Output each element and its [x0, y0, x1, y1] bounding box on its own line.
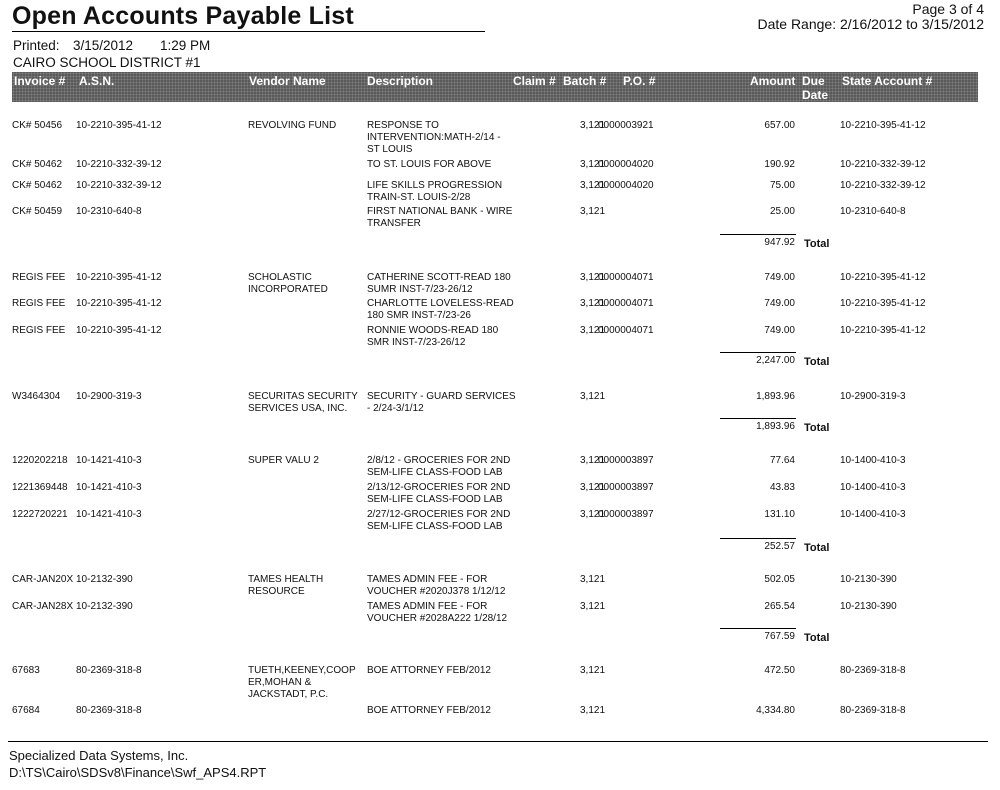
page-number: Page 3 of 4: [912, 1, 984, 17]
amount-value: 749.00: [764, 325, 795, 336]
state-account: 10-2210-332-39-12: [840, 180, 926, 191]
amount-value: 75.00: [769, 180, 795, 191]
group-total-amount: 947.92: [764, 237, 795, 248]
description-line: TO ST. LOUIS FOR ABOVE: [367, 159, 492, 170]
batch-number: 3,121: [580, 509, 606, 520]
description-line: TAMES ADMIN FEE - FOR: [367, 601, 488, 612]
description-line: CHARLOTTE LOVELESS-READ: [367, 298, 514, 309]
invoice-number: CK# 50456: [12, 120, 63, 131]
description-line: VOUCHER #2020J378 1/12/12: [367, 586, 506, 597]
description-line: LIFE SKILLS PROGRESSION: [367, 180, 503, 191]
col-amount: Amount: [750, 74, 796, 88]
asn-account: 10-2210-395-41-12: [76, 325, 162, 336]
batch-number: 3,121: [580, 455, 606, 466]
invoice-number: 67683: [12, 665, 40, 676]
batch-number: 3,121: [580, 206, 606, 217]
description-line: TRANSFER: [367, 218, 421, 229]
col-description: Description: [367, 74, 434, 88]
amount-value: 502.05: [764, 574, 795, 585]
title-underline: [12, 31, 485, 32]
invoice-number: CAR-JAN28X: [12, 601, 74, 612]
asn-account: 10-2310-640-8: [76, 206, 142, 217]
group-total-label: Total: [804, 542, 830, 554]
batch-number: 3,121: [580, 391, 606, 402]
printed-date: 3/15/2012: [73, 38, 134, 53]
invoice-number: CK# 50462: [12, 180, 63, 191]
printed-line: [13, 38, 210, 53]
state-account: 10-2900-319-3: [840, 391, 906, 402]
state-account: 10-2310-640-8: [840, 206, 906, 217]
state-account: 10-1400-410-3: [840, 482, 906, 493]
description-line: SEM-LIFE CLASS-FOOD LAB: [367, 521, 503, 532]
po-number: 0000003897: [598, 482, 654, 493]
vendor-name-line: SUPER VALU 2: [248, 455, 319, 466]
asn-account: 10-2210-395-41-12: [76, 120, 162, 131]
col-claim: Claim #: [513, 74, 556, 88]
total-rule: [720, 538, 796, 539]
amount-value: 43.83: [769, 482, 795, 493]
state-account: 10-2130-390: [840, 574, 897, 585]
vendor-name-line: RESOURCE: [248, 586, 305, 597]
state-account: 10-2210-395-41-12: [840, 272, 926, 283]
invoice-number: REGIS FEE: [12, 298, 66, 309]
col-invoice: Invoice #: [14, 74, 66, 88]
col-batch: Batch #: [563, 74, 607, 88]
invoice-number: 1220202218: [12, 455, 68, 466]
batch-number: 3,121: [580, 298, 606, 309]
description-line: ST LOUIS: [367, 144, 413, 155]
invoice-number: 67684: [12, 705, 40, 716]
batch-number: 3,121: [580, 482, 606, 493]
amount-value: 131.10: [764, 509, 795, 520]
state-account: 80-2369-318-8: [840, 705, 906, 716]
total-rule: [720, 234, 796, 235]
description-line: TRAIN-ST. LOUIS-2/28: [367, 192, 471, 203]
group-total-label: Total: [804, 422, 830, 434]
description-line: 2/27/12-GROCERIES FOR 2ND: [367, 509, 511, 520]
description-line: RESPONSE TO: [367, 120, 439, 131]
page-info: [757, 2, 984, 32]
group-total-amount: 252.57: [764, 541, 795, 552]
state-account: 80-2369-318-8: [840, 665, 906, 676]
total-rule: [720, 352, 796, 353]
po-number: 0000004020: [598, 180, 654, 191]
col-state-account: State Account #: [842, 74, 933, 88]
amount-value: 25.00: [769, 206, 795, 217]
state-account: 10-1400-410-3: [840, 455, 906, 466]
col-due-date: [802, 74, 828, 102]
state-account: 10-2210-395-41-12: [840, 298, 926, 309]
amount-value: 749.00: [764, 298, 795, 309]
description-line: FIRST NATIONAL BANK - WIRE: [367, 206, 513, 217]
district-name: CAIRO SCHOOL DISTRICT #1: [13, 55, 201, 70]
description-line: VOUCHER #2028A222 1/28/12: [367, 613, 508, 624]
vendor-name-line: INCORPORATED: [248, 284, 328, 295]
footer-company: Specialized Data Systems, Inc.: [9, 748, 189, 763]
description-line: CATHERINE SCOTT-READ 180: [367, 272, 511, 283]
asn-account: 10-1421-410-3: [76, 482, 142, 493]
col-po: P.O. #: [623, 74, 656, 88]
vendor-name-line: REVOLVING FUND: [248, 120, 337, 131]
asn-account: 10-1421-410-3: [76, 455, 142, 466]
state-account: 10-2210-395-41-12: [840, 120, 926, 131]
footer-rule: [8, 741, 988, 742]
amount-value: 472.50: [764, 665, 795, 676]
col-date: Date: [802, 88, 829, 102]
description-line: TAMES ADMIN FEE - FOR: [367, 574, 488, 585]
description-line: SEM-LIFE CLASS-FOOD LAB: [367, 467, 503, 478]
batch-number: 3,121: [580, 120, 606, 131]
group-total-amount: 2,247.00: [756, 355, 795, 366]
invoice-number: CK# 50462: [12, 159, 63, 170]
batch-number: 3,121: [580, 574, 606, 585]
vendor-name-line: TAMES HEALTH: [248, 574, 324, 585]
vendor-name-line: JACKSTADT, P.C.: [248, 689, 329, 700]
group-total-amount: 1,893.96: [756, 421, 795, 432]
group-total-label: Total: [804, 356, 830, 368]
batch-number: 3,121: [580, 159, 606, 170]
total-rule: [720, 418, 796, 419]
po-number: 0000003897: [598, 509, 654, 520]
description-line: INTERVENTION:MATH-2/14 -: [367, 132, 501, 143]
invoice-number: CK# 50459: [12, 206, 63, 217]
col-due: Due: [802, 74, 825, 88]
batch-number: 3,121: [580, 325, 606, 336]
footer-path: D:\TS\Cairo\SDSv8\Finance\Swf_APS4.RPT: [9, 765, 267, 780]
description-line: RONNIE WOODS-READ 180: [367, 325, 499, 336]
col-asn: A.S.N.: [79, 74, 115, 88]
amount-value: 657.00: [764, 120, 795, 131]
vendor-name-line: TUETH,KEENEY,COOP: [248, 665, 356, 676]
description-line: BOE ATTORNEY FEB/2012: [367, 665, 491, 676]
description-line: SECURITY - GUARD SERVICES: [367, 391, 516, 402]
group-total-amount: 767.59: [764, 631, 795, 642]
po-number: 0000004071: [598, 298, 654, 309]
state-account: 10-1400-410-3: [840, 509, 906, 520]
printed-label: Printed:: [13, 38, 60, 53]
asn-account: 10-2900-319-3: [76, 391, 142, 402]
asn-account: 10-2210-395-41-12: [76, 272, 162, 283]
col-vendor: Vendor Name: [249, 74, 326, 88]
description-line: BOE ATTORNEY FEB/2012: [367, 705, 491, 716]
group-total-label: Total: [804, 632, 830, 644]
amount-value: 77.64: [769, 455, 795, 466]
batch-number: 3,121: [580, 601, 606, 612]
printed-time: 1:29 PM: [160, 38, 211, 53]
column-header-bar: [12, 72, 978, 102]
po-number: 0000004071: [598, 272, 654, 283]
asn-account: 10-2132-390: [76, 574, 133, 585]
po-number: 0000004071: [598, 325, 654, 336]
batch-number: 3,121: [580, 705, 606, 716]
description-line: 180 SMR INST-7/23-26: [367, 310, 471, 321]
amount-value: 4,334.80: [756, 705, 795, 716]
batch-number: 3,121: [580, 180, 606, 191]
asn-account: 10-2132-390: [76, 601, 133, 612]
batch-number: 3,121: [580, 272, 606, 283]
invoice-number: 1221369448: [12, 482, 68, 493]
description-line: 2/13/12-GROCERIES FOR 2ND: [367, 482, 511, 493]
state-account: 10-2210-395-41-12: [840, 325, 926, 336]
description-line: - 2/24-3/1/12: [367, 403, 424, 414]
vendor-name-line: ER,MOHAN &: [248, 677, 312, 688]
state-account: 10-2130-390: [840, 601, 897, 612]
asn-account: 10-2210-332-39-12: [76, 159, 162, 170]
vendor-name-line: SCHOLASTIC: [248, 272, 312, 283]
amount-value: 749.00: [764, 272, 795, 283]
vendor-name-line: SERVICES USA, INC.: [248, 403, 348, 414]
amount-value: 190.92: [764, 159, 795, 170]
invoice-number: REGIS FEE: [12, 272, 66, 283]
state-account: 10-2210-332-39-12: [840, 159, 926, 170]
invoice-number: CAR-JAN20X: [12, 574, 74, 585]
asn-account: 10-2210-332-39-12: [76, 180, 162, 191]
po-number: 0000004020: [598, 159, 654, 170]
total-rule: [720, 628, 796, 629]
asn-account: 80-2369-318-8: [76, 665, 142, 676]
group-total-label: Total: [804, 238, 830, 250]
invoice-number: 1222720221: [12, 509, 68, 520]
asn-account: 10-2210-395-41-12: [76, 298, 162, 309]
description-line: SMR INST-7/23-26/12: [367, 337, 466, 348]
asn-account: 10-1421-410-3: [76, 509, 142, 520]
batch-number: 3,121: [580, 665, 606, 676]
report-title: Open Accounts Payable List: [12, 2, 354, 30]
description-line: 2/8/12 - GROCERIES FOR 2ND: [367, 455, 511, 466]
invoice-number: REGIS FEE: [12, 325, 66, 336]
description-line: SEM-LIFE CLASS-FOOD LAB: [367, 494, 503, 505]
po-number: 0000003921: [598, 120, 654, 131]
vendor-name-line: SECURITAS SECURITY: [248, 391, 358, 402]
invoice-number: W3464304: [12, 391, 61, 402]
asn-account: 80-2369-318-8: [76, 705, 142, 716]
amount-value: 265.54: [764, 601, 795, 612]
description-line: SUMR INST-7/23-26/12: [367, 284, 473, 295]
date-range: Date Range: 2/16/2012 to 3/15/2012: [757, 16, 984, 32]
amount-value: 1,893.96: [756, 391, 795, 402]
po-number: 0000003897: [598, 455, 654, 466]
